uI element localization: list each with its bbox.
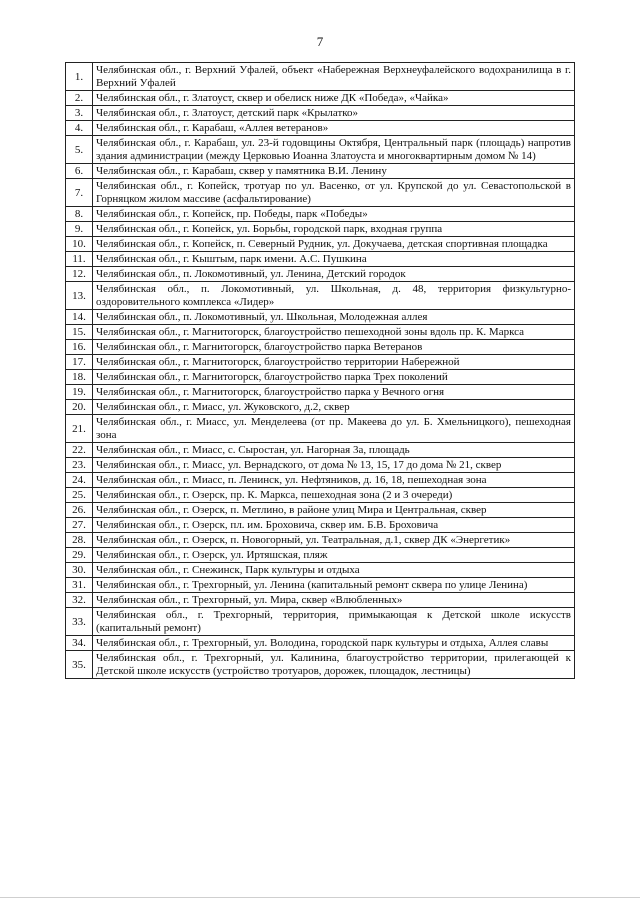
row-description: Челябинская обл., г. Озерск, пл. им. Броховича, сквер им. Б.В. Броховича xyxy=(93,518,575,533)
row-description: Челябинская обл., г. Верхний Уфалей, объект «Набережная Верхнеуфалейского водохранилища в г. Верхний Уфалей xyxy=(93,63,575,91)
table-row xyxy=(66,340,575,355)
row-description: Челябинская обл., г. Карабаш, ул. 23-й годовщины Октября, Центральный парк (площадь) напротив здания администрации (между Церковью Иоанна Златоуста и многоквартирным домом № 14) xyxy=(93,136,575,164)
row-description: Челябинская обл., п. Локомотивный, ул. Школьная, д. 48, территория физкультурно-оздоровительного комплекса «Лидер» xyxy=(93,282,575,310)
row-description: Челябинская обл., г. Магнитогорск, благоустройство парка у Вечного огня xyxy=(93,385,575,400)
row-description: Челябинская обл., г. Миасс, п. Ленинск, ул. Нефтяников, д. 16, 18, пешеходная зона xyxy=(93,473,575,488)
row-number: 14. xyxy=(66,310,93,325)
row-number: 33. xyxy=(66,608,93,636)
table-row xyxy=(66,636,575,651)
row-description: Челябинская обл., г. Копейск, ул. Борьбы, городской парк, входная группа xyxy=(93,222,575,237)
row-number: 11. xyxy=(66,252,93,267)
row-description: Челябинская обл., г. Миасс, ул. Вернадского, от дома № 13, 15, 17 до дома № 21, сквер xyxy=(93,458,575,473)
row-number: 28. xyxy=(66,533,93,548)
row-description: Челябинская обл., г. Карабаш, «Аллея ветеранов» xyxy=(93,121,575,136)
table-row xyxy=(66,608,575,636)
row-description: Челябинская обл., г. Миасс, ул. Жуковского, д.2, сквер xyxy=(93,400,575,415)
row-number: 19. xyxy=(66,385,93,400)
row-number: 21. xyxy=(66,415,93,443)
table-row xyxy=(66,237,575,252)
table-row xyxy=(66,473,575,488)
row-description: Челябинская обл., г. Трехгорный, ул. Калинина, благоустройство территории, прилегающей к Детской школе искусств (устройство тротуаров, дорожек, площадок, лестницы) xyxy=(93,651,575,679)
table-row xyxy=(66,179,575,207)
row-description: Челябинская обл., п. Локомотивный, ул. Ленина, Детский городок xyxy=(93,267,575,282)
table-row xyxy=(66,533,575,548)
row-number: 4. xyxy=(66,121,93,136)
table-row xyxy=(66,63,575,91)
row-description: Челябинская обл., г. Трехгорный, ул. Ленина (капитальный ремонт сквера по улице Ленина) xyxy=(93,578,575,593)
row-number: 17. xyxy=(66,355,93,370)
row-number: 22. xyxy=(66,443,93,458)
table-row xyxy=(66,164,575,179)
table-row xyxy=(66,458,575,473)
table-row xyxy=(66,355,575,370)
row-description: Челябинская обл., г. Копейск, пр. Победы, парк «Победы» xyxy=(93,207,575,222)
row-number: 8. xyxy=(66,207,93,222)
table-row xyxy=(66,310,575,325)
row-description: Челябинская обл., г. Златоуст, детский парк «Крылатко» xyxy=(93,106,575,121)
row-description: Челябинская обл., г. Магнитогорск, благоустройство парка Трех поколений xyxy=(93,370,575,385)
row-number: 35. xyxy=(66,651,93,679)
row-number: 7. xyxy=(66,179,93,207)
row-description: Челябинская обл., г. Озерск, ул. Иртяшская, пляж xyxy=(93,548,575,563)
table-row xyxy=(66,578,575,593)
row-description: Челябинская обл., г. Магнитогорск, благоустройство территории Набережной xyxy=(93,355,575,370)
row-description: Челябинская обл., г. Озерск, пр. К. Маркса, пешеходная зона (2 и 3 очереди) xyxy=(93,488,575,503)
row-number: 9. xyxy=(66,222,93,237)
table-row xyxy=(66,222,575,237)
row-number: 12. xyxy=(66,267,93,282)
row-number: 2. xyxy=(66,91,93,106)
row-number: 25. xyxy=(66,488,93,503)
row-number: 3. xyxy=(66,106,93,121)
page-bottom-edge xyxy=(0,897,640,898)
row-description: Челябинская обл., г. Златоуст, сквер и обелиск ниже ДК «Победа», «Чайка» xyxy=(93,91,575,106)
row-number: 10. xyxy=(66,237,93,252)
row-number: 23. xyxy=(66,458,93,473)
table-row xyxy=(66,488,575,503)
row-description: Челябинская обл., г. Копейск, п. Северный Рудник, ул. Докучаева, детская спортивная площадка xyxy=(93,237,575,252)
table-row xyxy=(66,548,575,563)
table-row xyxy=(66,91,575,106)
row-number: 16. xyxy=(66,340,93,355)
table-row xyxy=(66,518,575,533)
table-row xyxy=(66,370,575,385)
table-row xyxy=(66,282,575,310)
row-description: Челябинская обл., г. Озерск, п. Метлино, в районе улиц Мира и Центральная, сквер xyxy=(93,503,575,518)
row-number: 26. xyxy=(66,503,93,518)
row-description: Челябинская обл., г. Трехгорный, ул. Володина, городской парк культуры и отдыха, Аллея славы xyxy=(93,636,575,651)
table-row xyxy=(66,400,575,415)
row-number: 6. xyxy=(66,164,93,179)
row-number: 15. xyxy=(66,325,93,340)
row-description: Челябинская обл., г. Трехгорный, территория, примыкающая к Детской школе искусств (капитальный ремонт) xyxy=(93,608,575,636)
table-row xyxy=(66,252,575,267)
row-description: Челябинская обл., г. Озерск, п. Новогорный, ул. Театральная, д.1, сквер ДК «Энергетик» xyxy=(93,533,575,548)
table-row xyxy=(66,443,575,458)
row-description: Челябинская обл., г. Миасс, ул. Менделеева (от пр. Макеева до ул. Б. Хмельницкого), пешеходная зона xyxy=(93,415,575,443)
table-row xyxy=(66,563,575,578)
row-number: 24. xyxy=(66,473,93,488)
row-number: 30. xyxy=(66,563,93,578)
table-row xyxy=(66,325,575,340)
row-description: Челябинская обл., г. Снежинск, Парк культуры и отдыха xyxy=(93,563,575,578)
row-number: 20. xyxy=(66,400,93,415)
row-number: 31. xyxy=(66,578,93,593)
row-number: 34. xyxy=(66,636,93,651)
territory-list-table xyxy=(65,62,575,679)
row-description: Челябинская обл., г. Копейск, тротуар по ул. Васенко, от ул. Крупской до ул. Севастопольской в Горняцком жилом массиве (асфальтирование) xyxy=(93,179,575,207)
row-number: 32. xyxy=(66,593,93,608)
row-description: Челябинская обл., г. Миасс, с. Сыростан, ул. Нагорная 3а, площадь xyxy=(93,443,575,458)
table-row xyxy=(66,651,575,679)
row-description: Челябинская обл., г. Магнитогорск, благоустройство парка Ветеранов xyxy=(93,340,575,355)
row-number: 27. xyxy=(66,518,93,533)
table-row xyxy=(66,267,575,282)
table-row xyxy=(66,385,575,400)
row-number: 5. xyxy=(66,136,93,164)
table-row xyxy=(66,136,575,164)
row-number: 1. xyxy=(66,63,93,91)
row-description: Челябинская обл., г. Магнитогорск, благоустройство пешеходной зоны вдоль пр. К. Маркса xyxy=(93,325,575,340)
table-row xyxy=(66,415,575,443)
table-row xyxy=(66,593,575,608)
row-number: 29. xyxy=(66,548,93,563)
table-row xyxy=(66,106,575,121)
row-description: Челябинская обл., г. Карабаш, сквер у памятника В.И. Ленину xyxy=(93,164,575,179)
row-number: 18. xyxy=(66,370,93,385)
table-row xyxy=(66,121,575,136)
table-body xyxy=(66,63,575,679)
table-row xyxy=(66,207,575,222)
row-description: Челябинская обл., г. Кыштым, парк имени. А.С. Пушкина xyxy=(93,252,575,267)
row-description: Челябинская обл., п. Локомотивный, ул. Школьная, Молодежная аллея xyxy=(93,310,575,325)
table-row xyxy=(66,503,575,518)
row-description: Челябинская обл., г. Трехгорный, ул. Мира, сквер «Влюбленных» xyxy=(93,593,575,608)
row-number: 13. xyxy=(66,282,93,310)
page-number: 7 xyxy=(316,34,324,49)
